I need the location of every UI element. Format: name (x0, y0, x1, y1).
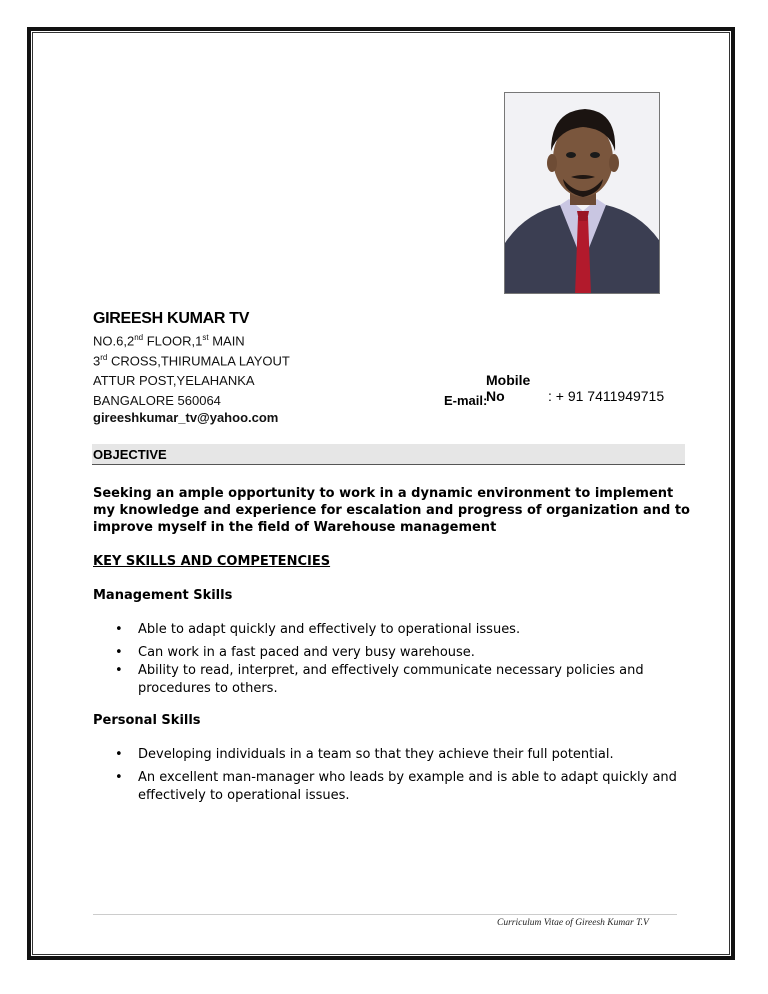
list-item: • Can work in a fast paced and very busy warehouse. (115, 645, 475, 660)
objective-section-bar (92, 444, 685, 465)
footer-divider (93, 914, 677, 915)
email-address[interactable]: gireeshkumar_tv@yahoo.com (93, 410, 279, 425)
list-item: • Ability to read, interpret, and effectively communicate necessary policies and procedures to others. (115, 663, 644, 696)
mobile-number (486, 372, 664, 404)
bullet-icon: • (115, 622, 123, 637)
address-line-3: ATTUR POST,YELAHANKA (93, 373, 255, 388)
candidate-name: GIREESH KUMAR TV (93, 310, 250, 327)
objective-heading: OBJECTIVE (93, 447, 167, 462)
bullet-icon: • (115, 747, 123, 762)
list-item: • An excellent man-manager who leads by example and is able to adapt quickly and effectively to operational issues. (115, 770, 677, 803)
footer-text: Curriculum Vitae of Gireesh Kumar T.V (497, 918, 649, 928)
bullet-icon: • (115, 770, 123, 785)
list-item: • Developing individuals in a team so that they achieve their full potential. (115, 747, 614, 762)
management-skills-list (93, 621, 693, 701)
bullet-icon: • (115, 663, 123, 678)
profile-photo (504, 92, 660, 294)
mobile-value: : + 91 7411949715 (548, 388, 665, 404)
address-line-4: BANGALORE 560064 (93, 393, 221, 408)
objective-text: Seeking an ample opportunity to work in a dynamic environment to implement my knowledge and experience for escalation and progress of organization and to improve myself in the field of Warehouse management (93, 486, 690, 535)
list-item: • Able to adapt quickly and effectively to operational issues. (115, 622, 521, 637)
address-line-2: 3rd CROSS,THIRUMALA LAYOUT (93, 353, 290, 369)
email-label: E-mail: (444, 393, 488, 408)
bullet-icon: • (115, 645, 123, 660)
management-skills-heading: Management Skills (93, 588, 233, 603)
key-skills-heading: KEY SKILLS AND COMPETENCIES (93, 554, 331, 569)
personal-skills-heading: Personal Skills (93, 713, 201, 728)
personal-skills-list (93, 746, 693, 808)
mobile-label: Mobile No (486, 372, 531, 404)
address-line-1: NO.6,2nd FLOOR,1st MAIN (93, 333, 245, 349)
